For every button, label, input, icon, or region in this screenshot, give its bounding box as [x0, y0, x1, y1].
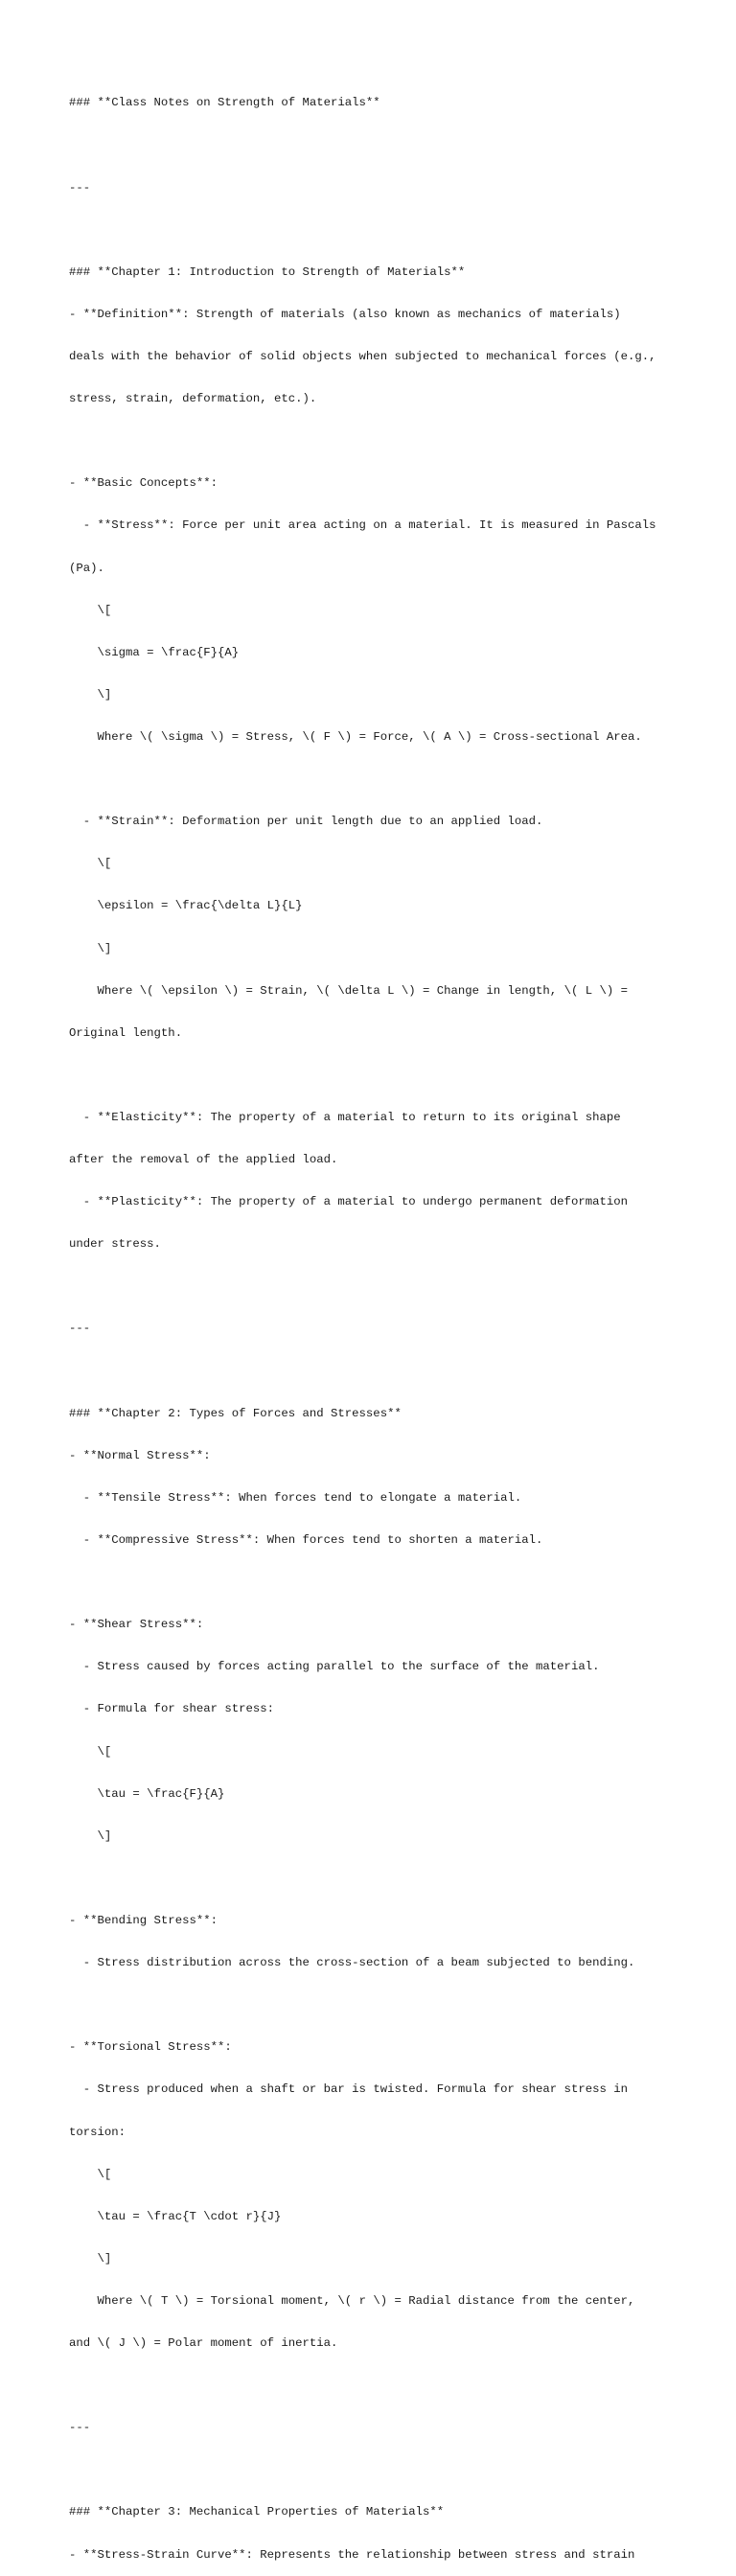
document-body	[69, 68, 682, 2576]
blank-line	[69, 1872, 682, 1886]
separator: ---	[69, 2421, 91, 2435]
formula-line: \]	[69, 941, 112, 955]
blank-line	[69, 1365, 682, 1379]
text-line: - **Plasticity**: The property of a material to undergo permanent deformation	[69, 1195, 628, 1209]
separator: ---	[69, 1322, 91, 1336]
formula-line: \]	[69, 2251, 112, 2266]
chapter-1-heading: ### **Chapter 1: Introduction to Strength of Materials**	[69, 264, 466, 279]
blank-line	[69, 1998, 682, 2012]
text-line: - Stress produced when a shaft or bar is twisted. Formula for shear stress in	[69, 2082, 628, 2097]
text-line: - **Shear Stress**:	[69, 1618, 204, 1632]
chapter-3-heading: ### **Chapter 3: Mechanical Properties of Materials**	[69, 2505, 445, 2519]
text-line: - **Bending Stress**:	[69, 1913, 218, 1927]
blank-line	[69, 2463, 682, 2477]
text-line: stress, strain, deformation, etc.).	[69, 392, 317, 406]
text-line: - Formula for shear stress:	[69, 1702, 275, 1716]
text-line: - **Stress-Strain Curve**: Represents the relationship between stress and strain	[69, 2547, 635, 2562]
text-line: under stress.	[69, 1237, 161, 1252]
blank-line	[69, 434, 682, 448]
formula-line: \[	[69, 1744, 112, 1759]
formula-line: \sigma = \frac{F}{A}	[69, 645, 240, 659]
formula-line: \tau = \frac{T \cdot r}{J}	[69, 2209, 282, 2223]
blank-line	[69, 1576, 682, 1590]
formula-line: \tau = \frac{F}{A}	[69, 1786, 225, 1801]
text-line: - **Normal Stress**:	[69, 1448, 211, 1462]
blank-line	[69, 1279, 682, 1294]
text-line: - **Strain**: Deformation per unit length due to an applied load.	[69, 815, 543, 829]
text-line: and \( J \) = Polar moment of inertia.	[69, 2336, 338, 2351]
text-line: torsion:	[69, 2125, 126, 2139]
formula-line: \]	[69, 687, 112, 702]
formula-line: \[	[69, 2167, 112, 2181]
text-line: - **Stress**: Force per unit area acting on a material. It is measured in Pascals	[69, 518, 656, 533]
text-line: - **Basic Concepts**:	[69, 476, 218, 491]
text-line: Where \( \sigma \) = Stress, \( F \) = Force, \( A \) = Cross-sectional Area.	[69, 730, 642, 744]
text-line: Where \( \epsilon \) = Strain, \( \delta L \) = Change in length, \( L \) =	[69, 983, 628, 998]
text-line: after the removal of the applied load.	[69, 1153, 338, 1167]
blank-line	[69, 772, 682, 787]
chapter-2-heading: ### **Chapter 2: Types of Forces and Stresses**	[69, 1406, 402, 1420]
text-line: (Pa).	[69, 561, 104, 575]
separator: ---	[69, 180, 91, 195]
formula-line: \epsilon = \frac{\delta L}{L}	[69, 899, 303, 913]
text-line: - **Torsional Stress**:	[69, 2040, 232, 2055]
text-line: - **Tensile Stress**: When forces tend to elongate a material.	[69, 1490, 522, 1505]
text-line: - Stress distribution across the cross-section of a beam subjected to bending.	[69, 1956, 635, 1970]
formula-line: \[	[69, 857, 112, 871]
text-line: Where \( T \) = Torsional moment, \( r \) = Radial distance from the center,	[69, 2293, 635, 2308]
text-line: deals with the behavior of solid objects when subjected to mechanical forces (e.g.,	[69, 350, 656, 364]
blank-line	[69, 1069, 682, 1083]
blank-line	[69, 139, 682, 153]
formula-line: \[	[69, 603, 112, 617]
blank-line	[69, 223, 682, 238]
text-line: - **Definition**: Strength of materials (also known as mechanics of materials)	[69, 307, 621, 321]
text-line: - **Elasticity**: The property of a material to return to its original shape	[69, 1110, 621, 1124]
formula-line: \]	[69, 1828, 112, 1843]
blank-line	[69, 2379, 682, 2393]
text-line: - **Compressive Stress**: When forces tend to shorten a material.	[69, 1533, 543, 1548]
doc-title: ### **Class Notes on Strength of Materials**	[69, 96, 380, 110]
text-line: - Stress caused by forces acting parallel to the surface of the material.	[69, 1660, 600, 1674]
text-line: Original length.	[69, 1025, 183, 1040]
